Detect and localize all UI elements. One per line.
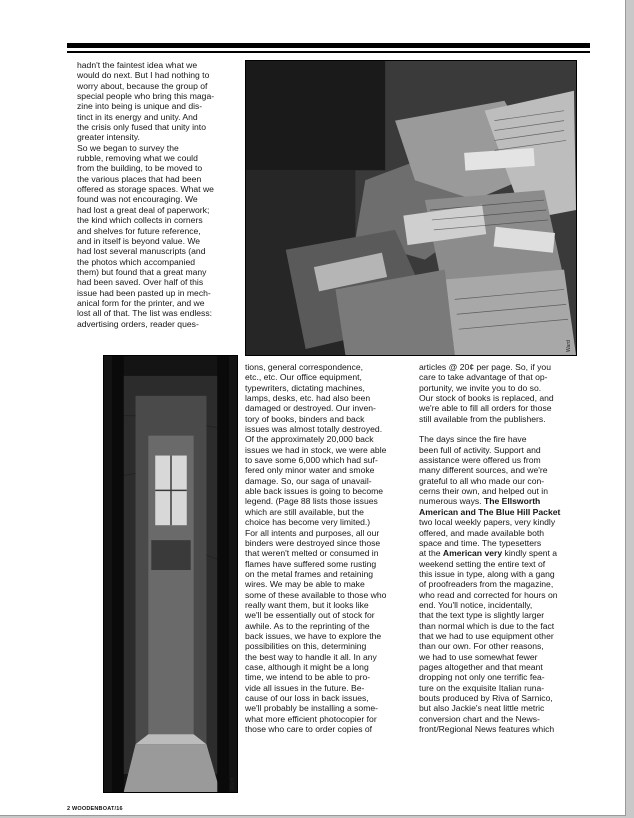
column3-paragraph-2a: The days since the fire have been full of activity. Support and assistance were offered us from many different sources, and we're grateful to all who made our con- cerns their own, and helped out in numerous ways. <box>419 434 548 507</box>
photo-burned-room <box>103 355 238 793</box>
text-column-1: hadn't the faintest idea what we would do next. But I had nothing to worry about, because the group of special people who bring this maga- zine into being is unique and dis- tinct in its energy and unity. And the crisis only fused that unity into greater intensity. So we began to survey the rubble, removing what we could from the building, to be moved to the various places that had been offered as storage spaces. What we found was not encouraging. We had lost a great deal of paperwork; the kind which collects in corners and shelves for future reference, and in itself is beyond value. We had lost several manuscripts (and the photos which accompanied them) but found that a great many had been saved. Over half of this issue had been pasted up in mech- anical form for the printer, and we lost all of that. The list was endless: advertising orders, reader ques- <box>77 60 215 329</box>
photo-credit-top: Ward <box>566 340 572 352</box>
header-rule-thin <box>67 51 590 53</box>
photo-credit-left: Ward <box>230 778 236 790</box>
header-rule-thick <box>67 43 590 48</box>
photo-damaged-papers <box>245 60 577 356</box>
photo-burned-room-image <box>104 356 237 792</box>
photo-damaged-papers-image <box>246 61 576 355</box>
column3-paragraph-2b: two local weekly papers, very kindly offered, and made available both space and time. The typesetters at the <box>419 517 556 559</box>
page-footer: 2 WOODENBOAT/16 <box>67 806 123 812</box>
text-column-3 <box>419 362 584 789</box>
column3-paragraph-2c: kindly spent a weekend setting the entire text of this issue in type, along with a gang of proofreaders from the magazine, who read and corrected for hours on end. You'll notice, incidentally, that the text type is slightly larger than normal which is due to the fact that we had to use equipment other than our own. For other reasons, we had to use somewhat fewer pages altogether and that meant dropping not only one terrific fea- ture on the exquisite Italian runa- bouts produced by Riva of Sarnico, but also Jackie's neat little metric conversion chart and the News- front/Regional News features which <box>419 548 558 735</box>
text-column-2: tions, general correspondence, etc., etc. Our office equipment, typewriters, dictating machines, lamps, desks, etc. had also been damaged or destroyed. Our inven- tory of books, binders and back issues was almost totally destroyed. Of the approximately 20,000 back issues we had in stock, we were able to save some 6,000 which had suf- fered only minor water and smoke damage. So, our saga of unavail- able back issues is going to become legend. (Page 88 lists those issues which are still available, but the choice has become very limited.) For all intents and purposes, all our binders were destroyed since those that weren't melted or consumed in flames have suffered some rusting on the metal frames and retaining wires. We may be able to make some of these available to those who really want them, but it looks like we'll be essentially out of stock for awhile. As to the reprinting of the back issues, we have to explore the possibilities on this, determining the best way to handle it all. In any case, although it might be a long time, we intend to be able to pro- vide all issues in the future. Be- cause of our loss in back issues, we'll probably be installing a some- what more efficient photocopier for those who care to order copies of <box>245 362 387 735</box>
column3-paragraph-1: articles @ 20¢ per page. So, if you care to take advantage of that op- portunity, we invite you to do so. Our stock of books is replaced, and we're able to fill all orders for those still available from the publishers. <box>419 362 554 424</box>
column3-bold-papers: The Ellsworth American and The Blue Hill Packet <box>419 496 561 517</box>
column3-bold-american: American very <box>442 548 503 559</box>
